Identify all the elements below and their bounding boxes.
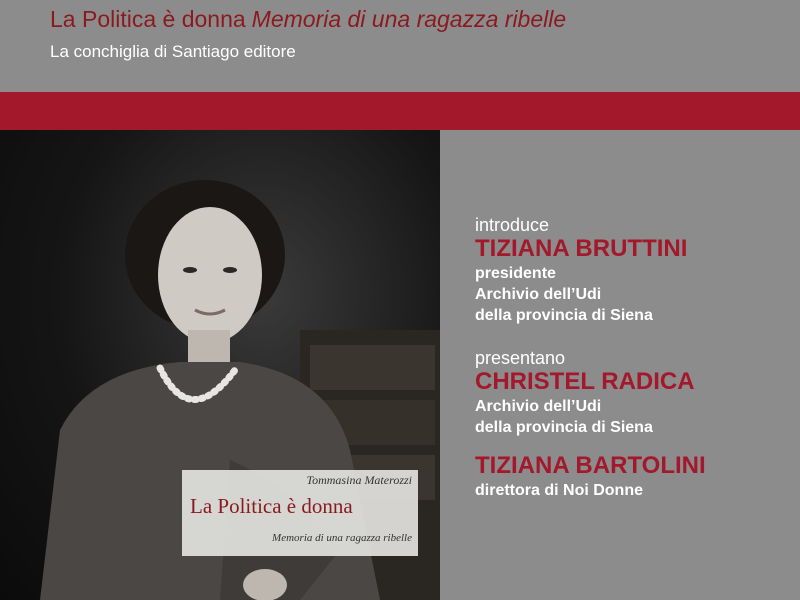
presenter-desc-line: della provincia di Siena [475, 419, 653, 436]
intro-role: introduce [475, 215, 550, 235]
event-title [50, 6, 566, 33]
book-cover-title: La Politica è donna [190, 494, 353, 518]
accent-band [0, 92, 800, 130]
author-photo [0, 130, 440, 600]
book-cover-subtitle: Memoria di una ragazza ribelle [272, 532, 412, 544]
presenter-name: CHRISTEL RADICA [475, 368, 695, 395]
presenters-role: presentano [475, 348, 566, 368]
presenter-desc-line: Archivio dell’Udi [475, 398, 602, 415]
speakers-panel [475, 215, 795, 501]
book-author: Tommasina Materozzi [306, 473, 412, 487]
intro-desc-line: Archivio dell’Udi [475, 286, 602, 303]
publisher-name: La conchiglia di Santiago editore [50, 42, 296, 61]
presenter-desc-line: direttora di Noi Donne [475, 482, 643, 499]
intro-name: TIZIANA BRUTTINI [475, 235, 688, 262]
intro-desc-line: della provincia di Siena [475, 307, 653, 324]
book-subtitle-heading: Memoria di una ragazza ribelle [251, 6, 567, 32]
book-title-heading: La Politica è donna [50, 6, 246, 32]
header [0, 0, 800, 92]
book-cover-label [182, 470, 418, 556]
presenter-name: TIZIANA BARTOLINI [475, 452, 706, 479]
intro-desc-line: presidente [475, 265, 556, 282]
